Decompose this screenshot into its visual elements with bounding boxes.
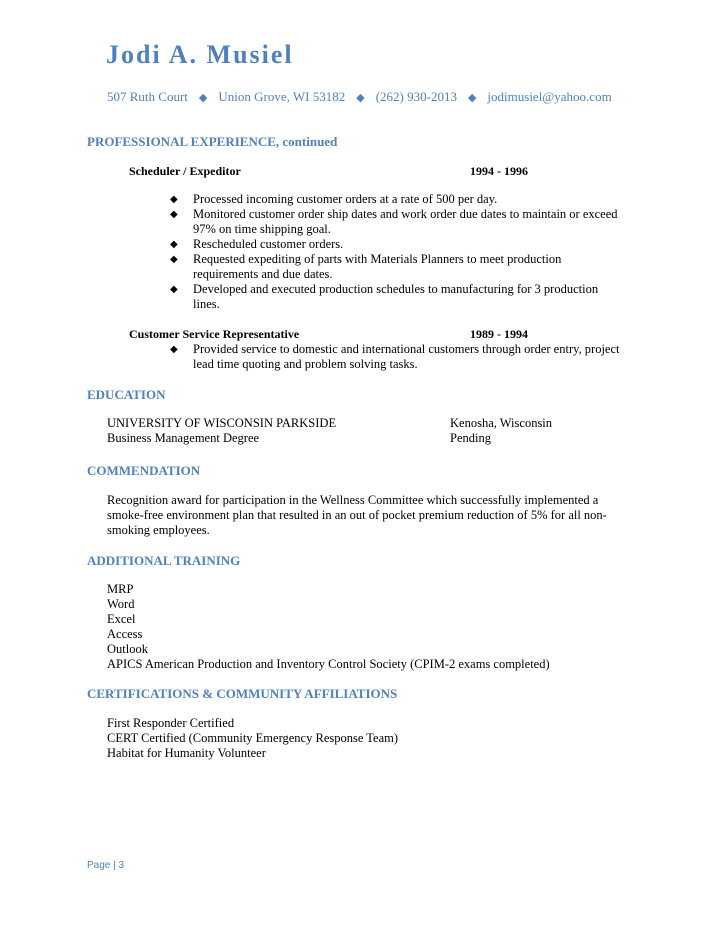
diamond-bullet-icon: ◆ — [170, 254, 178, 265]
diamond-bullet-icon: ◆ — [170, 284, 178, 295]
section-title-experience: PROFESSIONAL EXPERIENCE, continued — [87, 134, 338, 149]
section-title-certifications: CERTIFICATIONS & COMMUNITY AFFILIATIONS — [87, 686, 398, 701]
diamond-separator-icon: ◆ — [467, 92, 477, 104]
diamond-separator-icon: ◆ — [198, 92, 208, 104]
list-item: CERT Certified (Community Emergency Response Team) — [107, 731, 399, 745]
section-title-commendation: COMMENDATION — [87, 463, 201, 478]
section-title-training: ADDITIONAL TRAINING — [87, 553, 241, 568]
diamond-separator-icon: ◆ — [356, 92, 365, 104]
list-item: MRP — [107, 582, 134, 596]
list-item: ◆ Developed and executed production schedules to manufacturing for 3 production lines. — [170, 282, 599, 311]
diamond-bullet-icon: ◆ — [170, 344, 178, 355]
page-number: Page | 3 — [87, 860, 125, 871]
list-item: APICS American Production and Inventory Control Society (CPIM-2 exams completed) — [107, 657, 550, 671]
section-title-education: EDUCATION — [87, 387, 166, 402]
degree: Business Management Degree — [107, 431, 260, 445]
list-item: First Responder Certified — [107, 716, 235, 730]
list-item: Outlook — [107, 642, 148, 656]
job-bullet-list — [170, 342, 648, 372]
certifications-list — [107, 716, 398, 761]
list-item: Habitat for Humanity Volunteer — [107, 746, 266, 760]
list-item: ◆ Rescheduled customer orders. — [170, 237, 344, 251]
job-bullet-list — [170, 192, 648, 312]
education-school-block — [107, 416, 336, 446]
school-location: Kenosha, Wisconsin — [450, 416, 553, 430]
training-list — [107, 582, 550, 672]
list-item: Word — [107, 597, 135, 611]
city: Union Grove, WI 53182 — [218, 89, 346, 104]
phone: (262) 930-2013 — [375, 89, 457, 104]
address: 507 Ruth Court — [107, 89, 188, 104]
diamond-bullet-icon: ◆ — [170, 194, 178, 205]
commendation-text: Recognition award for participation in the Wellness Committee which successfully implemented a smoke-free environment plan that resulted in an out of pocket premium reduction of 5% for all non- smoking employees. — [107, 493, 607, 537]
list-item: Excel — [107, 612, 136, 626]
list-item: ◆ Monitored customer order ship dates and work order due dates to maintain or exceed 97% on time shipping goal. — [170, 207, 618, 236]
job-dates: 1994 - 1996 — [470, 164, 528, 178]
education-location-block — [450, 416, 552, 446]
diamond-bullet-icon: ◆ — [170, 239, 178, 250]
resume-name: Jodi A. Musiel — [106, 40, 294, 69]
degree-status: Pending — [450, 431, 491, 445]
job-title: Scheduler / Expeditor — [129, 164, 241, 178]
diamond-bullet-icon: ◆ — [170, 209, 178, 220]
list-item: ◆ Requested expediting of parts with Materials Planners to meet production requirements and due dates. — [170, 252, 562, 281]
list-item: ◆ Provided service to domestic and international customers through order entry, project lead time quoting and problem solving tasks. — [170, 342, 620, 371]
job-title: Customer Service Representative — [129, 327, 300, 341]
contact-line — [107, 89, 612, 105]
school-name: UNIVERSITY OF WISCONSIN PARKSIDE — [107, 416, 337, 430]
email-link[interactable]: jodimusiel@yahoo.com — [487, 89, 612, 104]
list-item: Access — [107, 627, 143, 641]
job-dates: 1989 - 1994 — [470, 327, 528, 341]
list-item: ◆ Processed incoming customer orders at a rate of 500 per day. — [170, 192, 498, 206]
